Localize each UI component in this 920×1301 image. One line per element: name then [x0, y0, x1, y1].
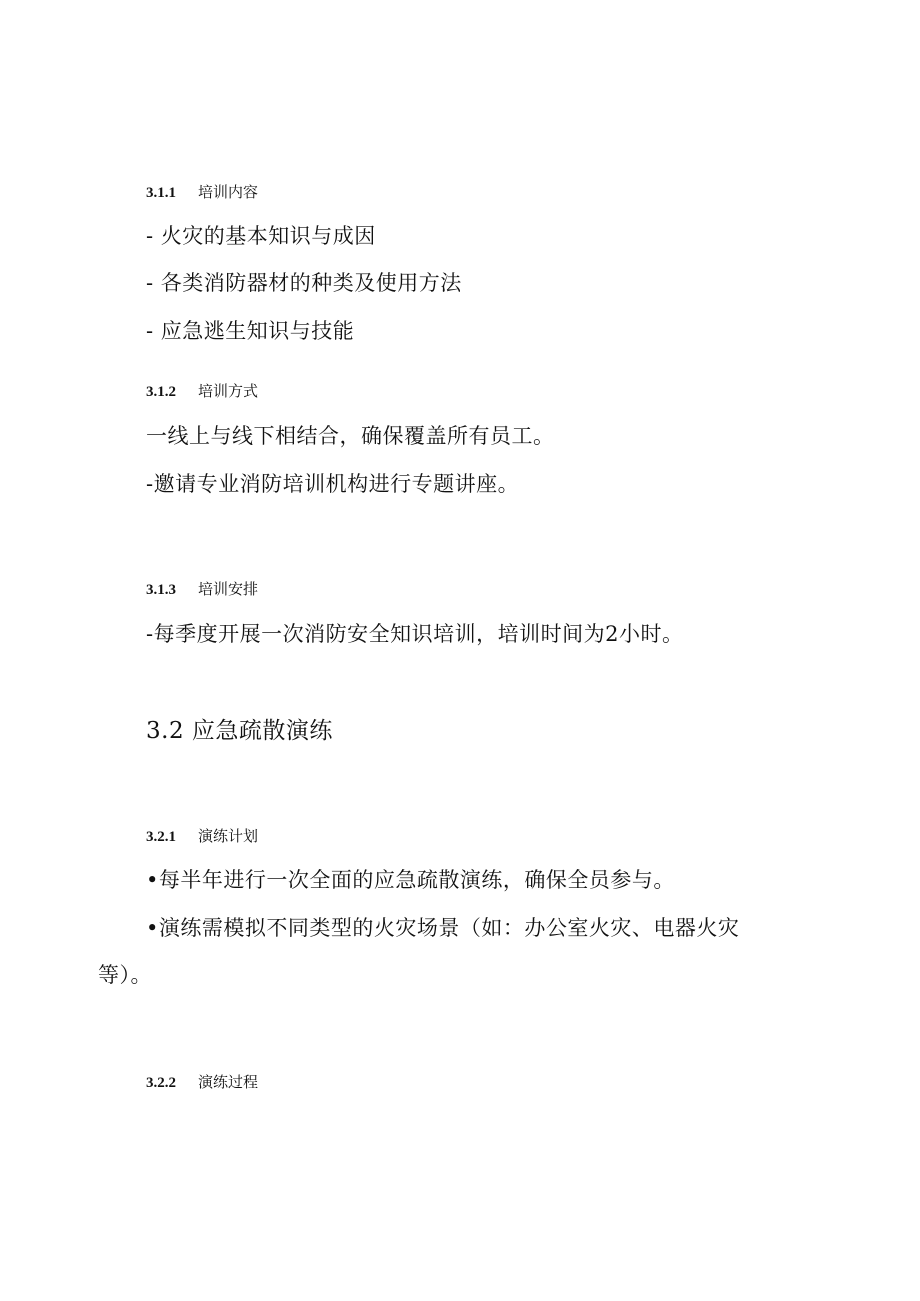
subsection-title: 培训内容 [198, 183, 259, 201]
subsection-heading-3-1-2 [146, 384, 258, 400]
list-item: - 应急逃生知识与技能 [146, 319, 355, 343]
list-item-continuation: 等）。 [98, 963, 152, 987]
subsection-number: 3.1.2 [146, 384, 176, 400]
subsection-heading-3-2-2 [146, 1075, 258, 1091]
list-item: - 火灾的基本知识与成因 [146, 224, 376, 248]
subsection-title: 演练计划 [198, 827, 259, 845]
list-item: -每季度开展一次消防安全知识培训，培训时间为2小时。 [146, 622, 684, 646]
subsection-heading-3-2-1 [146, 829, 258, 845]
subsection-number: 3.2.1 [146, 829, 176, 845]
subsection-title: 培训安排 [198, 580, 259, 598]
subsection-heading-3-1-3 [146, 582, 258, 598]
list-item: -邀请专业消防培训机构进行专题讲座。 [146, 472, 520, 496]
subsection-heading-3-1-1 [146, 185, 258, 201]
subsection-number: 3.1.3 [146, 582, 176, 598]
subsection-title: 演练过程 [198, 1073, 259, 1091]
list-item: •每半年进行一次全面的应急疏散演练，确保全员参与。 [146, 868, 675, 892]
subsection-title: 培训方式 [198, 382, 259, 400]
section-heading-3-2: 3.2 应急疏散演练 [146, 718, 333, 744]
list-item: •演练需模拟不同类型的火灾场景（如：办公室火灾、电器火灾 [146, 916, 740, 940]
subsection-number: 3.2.2 [146, 1075, 176, 1091]
subsection-number: 3.1.1 [146, 185, 176, 201]
list-item: 一线上与线下相结合，确保覆盖所有员工。 [146, 424, 555, 448]
list-item: - 各类消防器材的种类及使用方法 [146, 271, 462, 295]
